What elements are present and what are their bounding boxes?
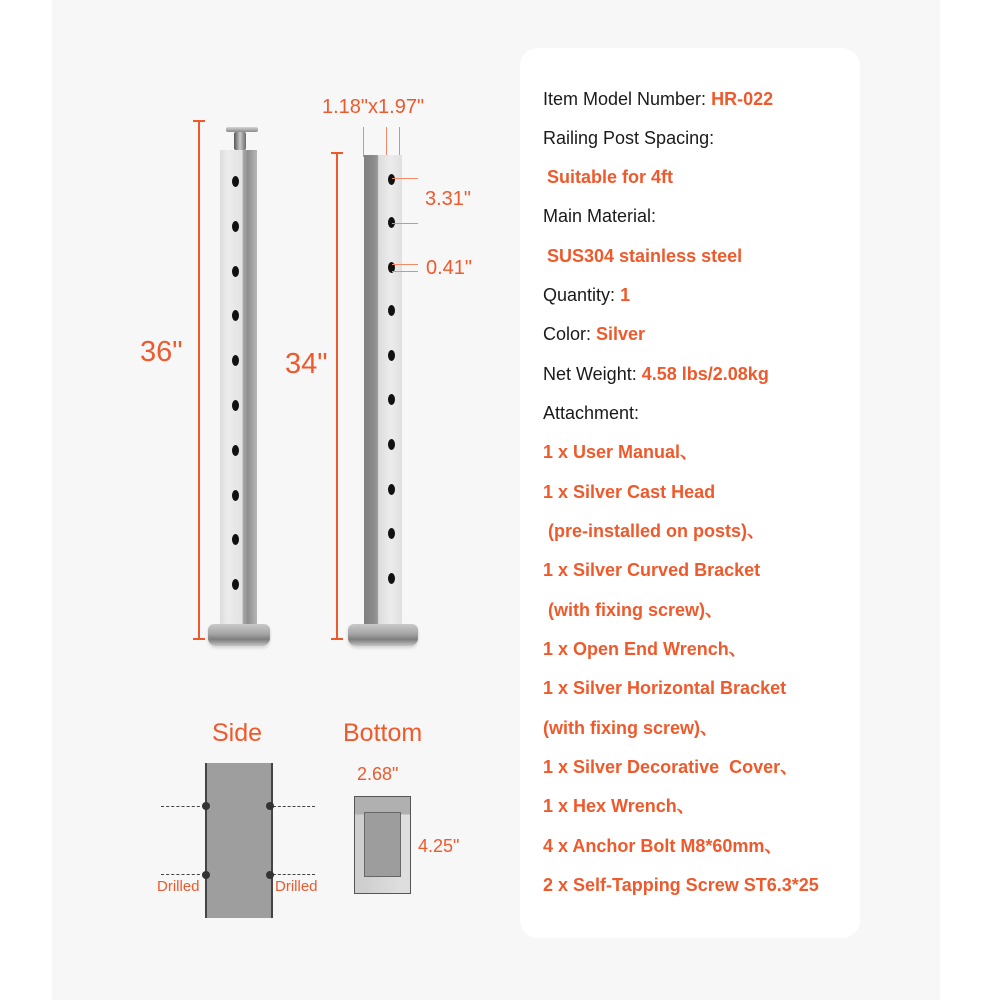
- attachment-item: 1 x Silver Cast Head: [543, 482, 716, 502]
- cable-hole: [388, 350, 395, 361]
- drill-point: [266, 802, 274, 810]
- spec-color: [543, 323, 645, 345]
- cast-head-plate: [226, 127, 258, 132]
- hole-spacing-guide: [392, 223, 418, 224]
- section-guide-line: [386, 127, 387, 157]
- dimension-tick-top: [193, 120, 205, 122]
- cable-hole: [232, 221, 239, 232]
- section-size-label: 1.18"x1.97": [322, 96, 425, 118]
- drill-point: [202, 871, 210, 879]
- cable-hole: [232, 490, 239, 501]
- spec-material-value: SUS304 stainless steel: [547, 246, 743, 266]
- drilled-label-left: Drilled: [157, 878, 200, 895]
- drilled-label-right: Drilled: [275, 878, 318, 895]
- attachment-item: (pre-installed on posts)、: [543, 521, 766, 541]
- cable-hole: [388, 394, 395, 405]
- hole-diameter-guide: [392, 264, 418, 265]
- attachment-item: 1 x Silver Horizontal Bracket: [543, 678, 787, 698]
- cable-hole: [388, 305, 395, 316]
- post-base-plate: [348, 624, 418, 646]
- cable-hole: [388, 484, 395, 495]
- spec-material-label: Main Material:: [543, 206, 657, 226]
- post-body: [220, 150, 257, 630]
- post-body: [364, 155, 402, 630]
- attachment-item: (with fixing screw)、: [543, 600, 724, 620]
- attachment-item: 1 x Hex Wrench、: [543, 796, 695, 816]
- attachment-item: 4 x Anchor Bolt M8*60mm、: [543, 836, 783, 856]
- dimension-tick-bottom: [331, 638, 343, 640]
- spec-quantity-value: 1: [620, 285, 631, 305]
- spec-model-label: Item Model Number:: [543, 89, 707, 109]
- spec-spacing: [543, 166, 673, 188]
- post-base-plate: [208, 624, 270, 646]
- base-width-label: 2.68": [357, 764, 399, 784]
- spec-quantity: [543, 284, 630, 306]
- drill-point: [202, 802, 210, 810]
- cable-hole: [232, 445, 239, 456]
- cable-hole: [388, 439, 395, 450]
- side-view-post: [205, 763, 273, 918]
- cable-hole: [388, 174, 395, 185]
- spec-color-label: Color:: [543, 324, 592, 344]
- spec-weight-value: 4.58 lbs/2.08kg: [641, 364, 769, 384]
- spec-attachment-label: Attachment:: [543, 403, 640, 423]
- drill-line: [273, 874, 315, 875]
- height-label-34: 34": [285, 348, 328, 380]
- cable-hole: [232, 266, 239, 277]
- cable-hole: [232, 579, 239, 590]
- spec-weight: [543, 363, 769, 385]
- attachment-item: 1 x User Manual、: [543, 442, 699, 462]
- spec-material: [543, 245, 742, 267]
- cable-hole: [232, 355, 239, 366]
- height-dimension-line-36: [198, 120, 200, 640]
- hole-spacing-guide: [392, 178, 418, 179]
- attachment-item: 1 x Open End Wrench、: [543, 639, 747, 659]
- cast-head-stem: [234, 132, 246, 150]
- drill-line: [273, 806, 315, 807]
- attachment-item: 1 x Silver Decorative Cover、: [543, 757, 799, 777]
- section-guide-line: [399, 127, 400, 157]
- railing-post-plain: [364, 155, 402, 630]
- hole-spacing-label: 3.31": [425, 188, 472, 210]
- cable-hole: [232, 176, 239, 187]
- spec-model-value: HR-022: [711, 89, 774, 109]
- railing-post-with-cast-head: [220, 150, 257, 630]
- attachment-item: (with fixing screw)、: [543, 718, 719, 738]
- attachment-item: 2 x Self-Tapping Screw ST6.3*25: [543, 875, 819, 895]
- spec-spacing-label: Railing Post Spacing:: [543, 128, 715, 148]
- spec-spacing-value: Suitable for 4ft: [547, 167, 674, 187]
- cable-hole: [232, 534, 239, 545]
- drill-point: [266, 871, 274, 879]
- spec-quantity-label: Quantity:: [543, 285, 616, 305]
- hole-diameter-guide: [392, 271, 418, 272]
- dimension-tick-top: [331, 152, 343, 154]
- cable-hole: [232, 310, 239, 321]
- drill-line: [161, 874, 205, 875]
- spec-model: [543, 88, 773, 110]
- drill-line: [161, 806, 205, 807]
- hole-diameter-label: 0.41": [426, 257, 473, 279]
- specification-card: [520, 48, 860, 938]
- bottom-view-title: Bottom: [343, 719, 423, 747]
- base-length-label: 4.25": [418, 836, 460, 856]
- cable-hole: [232, 400, 239, 411]
- dimension-tick-bottom: [193, 638, 205, 640]
- base-plate-inner: [364, 812, 401, 877]
- spec-color-value: Silver: [596, 324, 646, 344]
- height-label-36: 36": [140, 336, 183, 368]
- attachment-item: 1 x Silver Curved Bracket: [543, 560, 761, 580]
- cable-hole: [388, 528, 395, 539]
- side-view-title: Side: [212, 719, 263, 747]
- spec-weight-label: Net Weight:: [543, 364, 637, 384]
- height-dimension-line-34: [336, 152, 338, 640]
- cable-hole: [388, 573, 395, 584]
- section-guide-line: [363, 127, 364, 157]
